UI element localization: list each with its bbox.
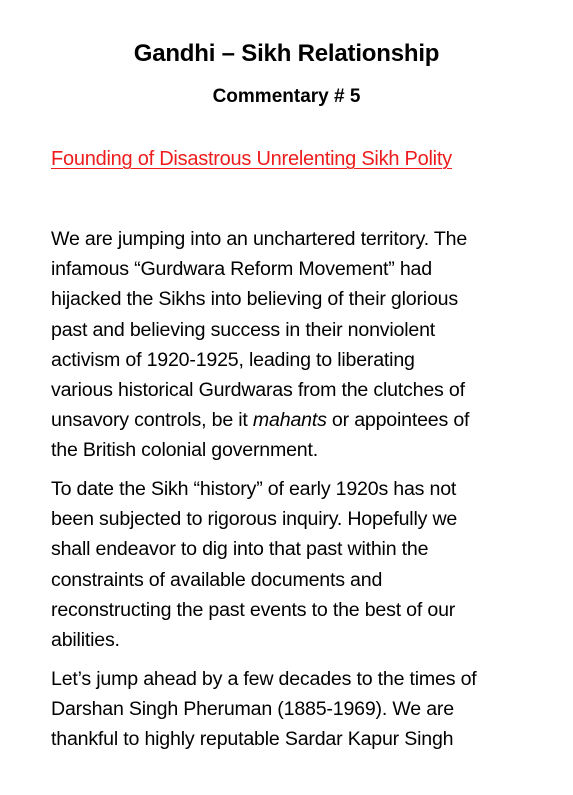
paragraph: [51, 474, 551, 655]
paragraph-line: activism of 1920-1925, leading to liberating: [51, 348, 415, 371]
paragraph-line: infamous “Gurdwara Reform Movement” had: [51, 258, 432, 281]
paragraph-line: reconstructing the past events to the best of our: [51, 598, 456, 621]
paragraph: [51, 664, 551, 755]
paragraph-line: Darshan Singh Pheruman (1885-1969). We are: [51, 698, 454, 721]
paragraph-line: abilities.: [51, 629, 120, 652]
line-text: or appointees of: [326, 409, 470, 432]
paragraph-line: [51, 405, 551, 435]
paragraph-line: past and believing success in their nonviolent: [51, 318, 436, 341]
paragraph-line: been subjected to rigorous inquiry. Hopefully we: [51, 508, 458, 531]
italic-term: mahants: [252, 409, 327, 432]
paragraph-line: thankful to highly reputable Sardar Kapur Singh: [51, 728, 454, 751]
paragraph-line: To date the Sikh “history” of early 1920s has not: [51, 478, 457, 500]
document-subtitle: Commentary # 5: [212, 86, 361, 107]
paragraph-line: hijacked the Sikhs into believing of their glorious: [51, 288, 458, 311]
paragraph-line: the British colonial government.: [51, 439, 318, 462]
line-text: unsavory controls, be it: [51, 409, 253, 432]
paragraph-line: various historical Gurdwaras from the clutches of: [51, 379, 465, 402]
paragraph-line: constraints of available documents and: [51, 568, 383, 591]
paragraph: [51, 224, 551, 466]
paragraph-line: We are jumping into an unchartered territory. The: [51, 228, 468, 250]
section-heading: Founding of Disastrous Unrelenting Sikh Polity: [51, 148, 452, 170]
paragraph-line: Let’s jump ahead by a few decades to the times of: [51, 668, 477, 690]
document-title: Gandhi – Sikh Relationship: [133, 40, 440, 67]
paragraph-line: shall endeavor to dig into that past within the: [51, 538, 429, 561]
